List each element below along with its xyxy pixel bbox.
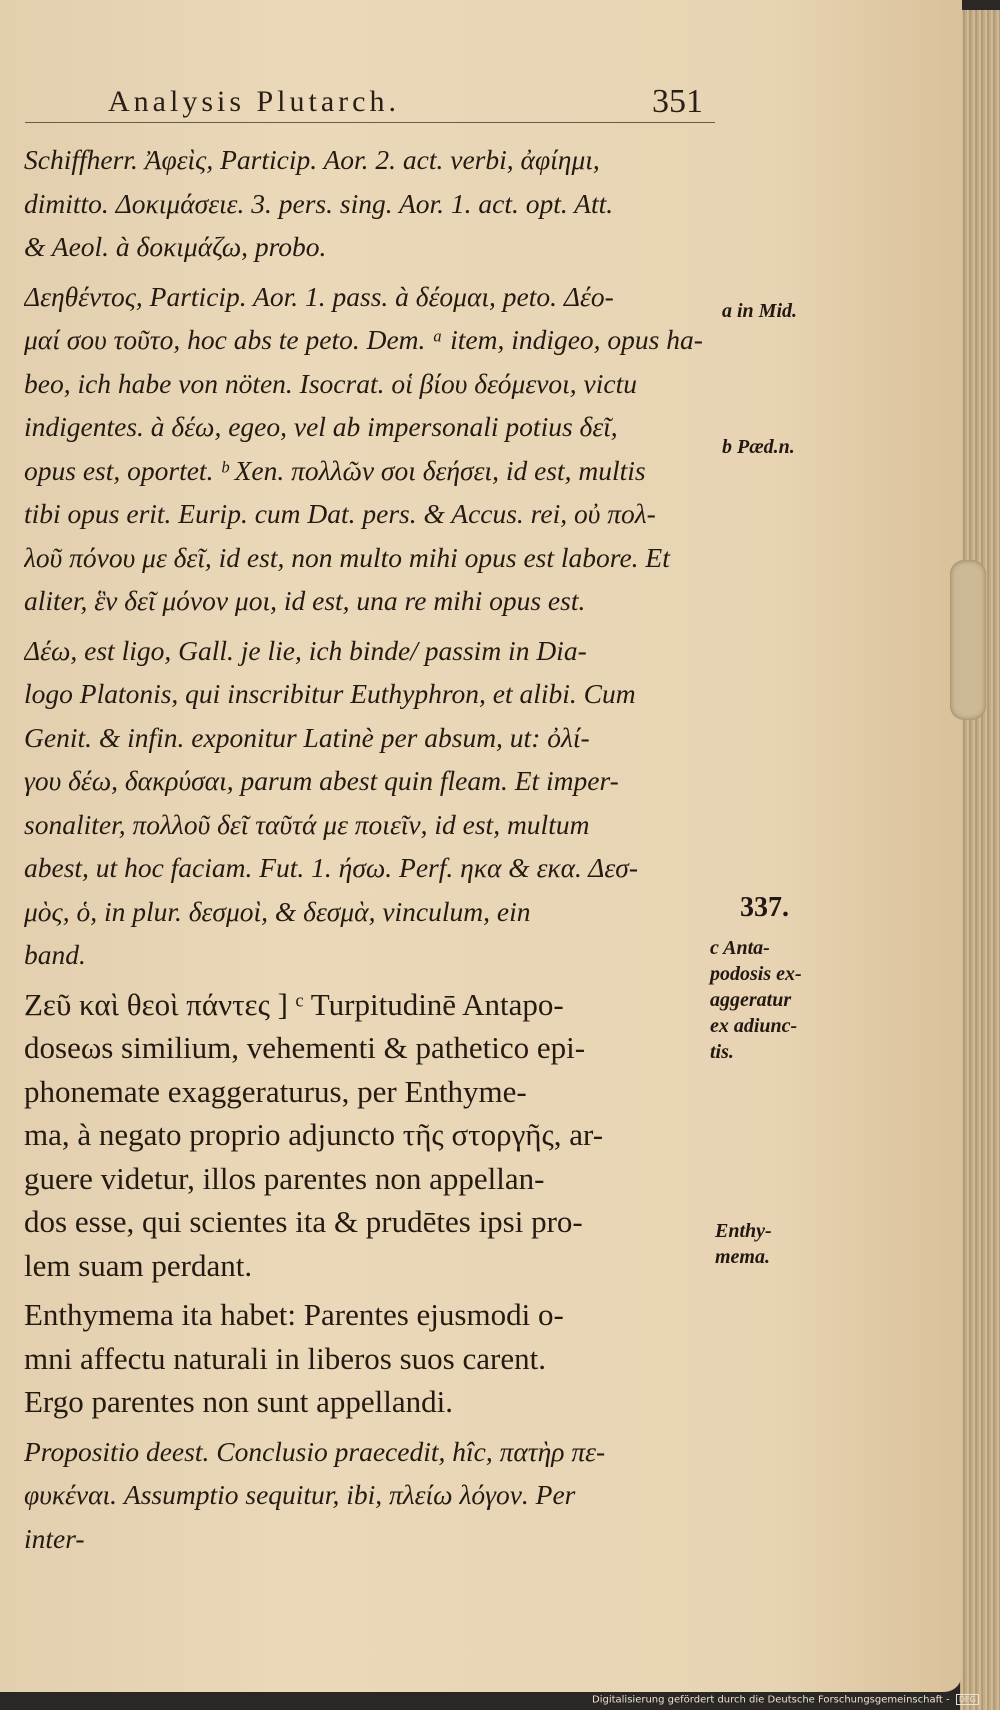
margin-note-enthymema: Enthy- mema. (715, 1220, 772, 1268)
paragraph-2 (24, 275, 719, 623)
text-line: λοῦ πόνου με δεῖ, id est, non multo mihi opus est labore. Et (24, 541, 670, 573)
text-line: Ergo parentes non sunt appellandi. (24, 1384, 454, 1419)
text-line: abest, ut hoc faciam. Fut. 1. ήσω. Perf. ηκα & εκα. Δεσ- (24, 852, 638, 883)
text-line: γου δέω, δακρύσαι, parum abest quin fleam. Et imper- (24, 765, 619, 796)
page-number: 351 (652, 83, 703, 120)
text-line: guere videtur, illos parentes non appellan- (24, 1160, 545, 1196)
dfg-logo-icon: DFG (956, 1694, 979, 1705)
text-line: μαί σου τοῦτο, hoc abs te peto. Dem. ᵃ item, indigeo, opus ha- (24, 324, 703, 355)
paragraph-1 (24, 138, 719, 269)
text-line: & Aeol. à δοκιμάζω, probo. (24, 231, 327, 262)
margin-note-a: a in Mid. (722, 300, 798, 322)
text-line: Schiffherr. Ἀφεὶς, Particip. Aor. 2. act. verbi, ἀφίημι, (24, 144, 600, 175)
digitization-credit (592, 1694, 979, 1706)
text-line: aliter, ἓν δεῖ μόνον μοι, id est, una re mihi opus est. (24, 585, 586, 616)
paragraph-5 (24, 1293, 719, 1424)
text-line: logo Platonis, qui inscribitur Euthyphron, et alibi. Cum (24, 678, 636, 709)
text-line: mni affectu naturali in liberos suos carent. (24, 1340, 546, 1376)
text-line: dimitto. Δοκιμάσειε. 3. pers. sing. Aor. 1. act. opt. Att. (24, 187, 614, 219)
text-line: φυκέναι. Assumptio sequitur, ibi, πλείω λόγον. Per (24, 1479, 576, 1510)
paragraph-3 (24, 629, 719, 977)
paragraph-4 (24, 983, 719, 1288)
book-clasp (950, 560, 986, 720)
margin-note-c: c Anta- podosis ex- aggeratur ex adiunc- tis. (710, 937, 802, 1063)
text-line: inter- (24, 1522, 85, 1554)
main-text (24, 138, 719, 1560)
text-line: sonaliter, πολλοῦ δεῖ ταῦτά με ποιεῖν, id est, multum (24, 808, 590, 840)
text-line: Genit. & infin. exponitur Latinè per absum, ut: ὀλί- (24, 721, 590, 753)
text-line: ma, à negato proprio adjuncto τῆς στοργῆς, ar- (24, 1117, 604, 1152)
text-line: Δέω, est ligo, Gall. je lie, ich binde/ passim in Dia- (24, 634, 587, 666)
margin-note-b: b Pæd.n. (722, 436, 795, 458)
text-line: Enthymema ita habet: Parentes ejusmodi o- (24, 1297, 564, 1332)
text-line: doseωs similium, vehementi & pathetico epi- (24, 1030, 586, 1065)
text-line: indigentes. à δέω, egeo, vel ab impersonali potius δεῖ, (24, 411, 618, 442)
text-line: μὸς, ὁ, in plur. δεσμοὶ, & δεσμὰ, vinculum, ein (24, 895, 531, 927)
text-line: Propositio deest. Conclusio praecedit, hîc, πατὴρ πε- (24, 1435, 606, 1467)
text-line: band. (24, 939, 86, 970)
text-line: tibi opus erit. Eurip. cum Dat. pers. & Accus. rei, οὐ πολ- (24, 498, 656, 529)
text-line: lem suam perdant. (24, 1247, 253, 1283)
text-line: Ζεῦ καὶ θεοὶ πάντες ] ᶜ Turpitudinē Antapo- (24, 986, 564, 1022)
text-line: dos esse, qui scientes ita & prudētes ipsi pro- (24, 1204, 583, 1239)
header-rule (25, 122, 715, 123)
running-title: Analysis Plutarch. (108, 85, 400, 118)
margin-note-number: 337. (740, 892, 789, 923)
text-line: Δεηθέντος, Particip. Aor. 1. pass. à δέομαι, peto. Δέο- (24, 280, 614, 312)
paragraph-6 (24, 1430, 719, 1561)
text-line: beo, ich habe von nöten. Isocrat. οἱ βίου δεόμενοι, victu (24, 367, 637, 399)
credit-text: Digitalisierung gefördert durch die Deutsche Forschungsgemeinschaft - (592, 1694, 950, 1706)
page-edges (960, 10, 1000, 1710)
text-line: opus est, oportet. ᵇ Xen. πολλῶν σοι δεήσει, id est, multis (24, 454, 646, 486)
text-line: phonemate exaggeraturus, per Enthyme- (24, 1073, 527, 1109)
